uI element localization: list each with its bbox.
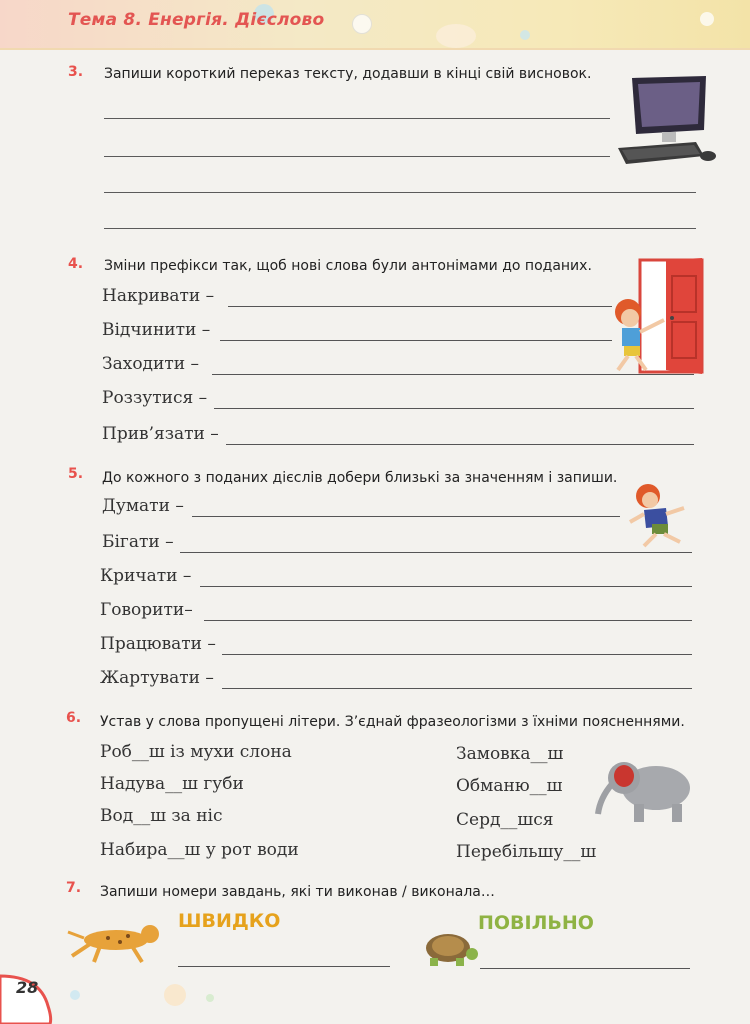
- page-title: Тема 8. Енергія. Дієслово: [68, 10, 325, 30]
- answer-line[interactable]: [104, 156, 610, 157]
- task-5-word: Жартувати –: [100, 668, 214, 688]
- task-6-number: 6.: [66, 710, 82, 726]
- answer-line[interactable]: [228, 306, 612, 307]
- task-4-word: Прив’язати –: [102, 424, 219, 444]
- task-4-text: Зміни префікси так, щоб нові слова були антонімами до поданих.: [104, 258, 592, 274]
- task-5-number: 5.: [68, 466, 84, 482]
- fast-answer-line[interactable]: [178, 966, 390, 967]
- cheetah-illustration: [64, 916, 168, 968]
- slow-label: ПОВІЛЬНО: [478, 912, 594, 934]
- task-3-text: Запиши короткий переказ тексту, додавши в кінці свій висновок.: [104, 66, 592, 82]
- answer-line[interactable]: [104, 118, 610, 119]
- header-bubble: [520, 30, 530, 40]
- turtle-illustration: [416, 928, 480, 970]
- idiom-left[interactable]: Надува__ш губи: [100, 774, 244, 794]
- header-bubble: [352, 14, 372, 34]
- task-4-word: Заходити –: [102, 354, 199, 374]
- task-4-word: Накривати –: [102, 286, 215, 306]
- task-4-word: Відчинити –: [102, 320, 211, 340]
- elephant-illustration: [594, 752, 698, 828]
- footer-bubble: [70, 990, 80, 1000]
- idiom-left[interactable]: Вод__ш за ніс: [100, 806, 223, 826]
- task-5-text: До кожного з поданих дієслів добери близькі за значенням і запиши.: [102, 470, 618, 486]
- idiom-left[interactable]: Набира__ш у рот води: [100, 840, 299, 860]
- answer-line[interactable]: [192, 516, 620, 517]
- idiom-right[interactable]: Серд__шся: [456, 810, 554, 830]
- task-5-word: Думати –: [102, 496, 184, 516]
- task-3-number: 3.: [68, 64, 84, 80]
- running-boy-illustration: [622, 480, 698, 552]
- answer-line[interactable]: [104, 192, 696, 193]
- header-bubble: [436, 24, 476, 48]
- idiom-right[interactable]: Обманю__ш: [456, 776, 563, 796]
- answer-line[interactable]: [180, 552, 692, 553]
- task-6-text: Устав у слова пропущені літери. З’єднай фразеологізми з їхніми поясненнями.: [100, 714, 685, 730]
- task-7-text: Запиши номери завдань, які ти виконав / виконала…: [100, 884, 495, 900]
- task-4-word: Роззутися –: [102, 388, 208, 408]
- answer-line[interactable]: [220, 340, 612, 341]
- header-bubble: [700, 12, 714, 26]
- answer-line[interactable]: [204, 620, 692, 621]
- slow-answer-line[interactable]: [480, 968, 690, 969]
- answer-line[interactable]: [222, 654, 692, 655]
- idiom-right[interactable]: Перебільшу__ш: [456, 842, 597, 862]
- idiom-right[interactable]: Замовка__ш: [456, 744, 564, 764]
- task-5-word: Бігати –: [102, 532, 174, 552]
- answer-line[interactable]: [104, 228, 696, 229]
- answer-line[interactable]: [226, 444, 694, 445]
- page-number: 28: [16, 978, 39, 997]
- answer-line[interactable]: [200, 586, 692, 587]
- footer-bubble: [164, 984, 186, 1006]
- task-5-word: Кричати –: [100, 566, 192, 586]
- fast-label: ШВИДКО: [178, 910, 281, 932]
- answer-line[interactable]: [222, 688, 692, 689]
- task-5-word: Працювати –: [100, 634, 216, 654]
- task-7-number: 7.: [66, 880, 82, 896]
- door-boy-illustration: [606, 256, 710, 376]
- task-4-number: 4.: [68, 256, 84, 272]
- footer-bubble: [206, 994, 214, 1002]
- computer-icon: [612, 72, 722, 168]
- task-5-word: Говорити–: [100, 600, 193, 620]
- answer-line[interactable]: [214, 408, 694, 409]
- idiom-left[interactable]: Роб__ш із мухи слона: [100, 742, 292, 762]
